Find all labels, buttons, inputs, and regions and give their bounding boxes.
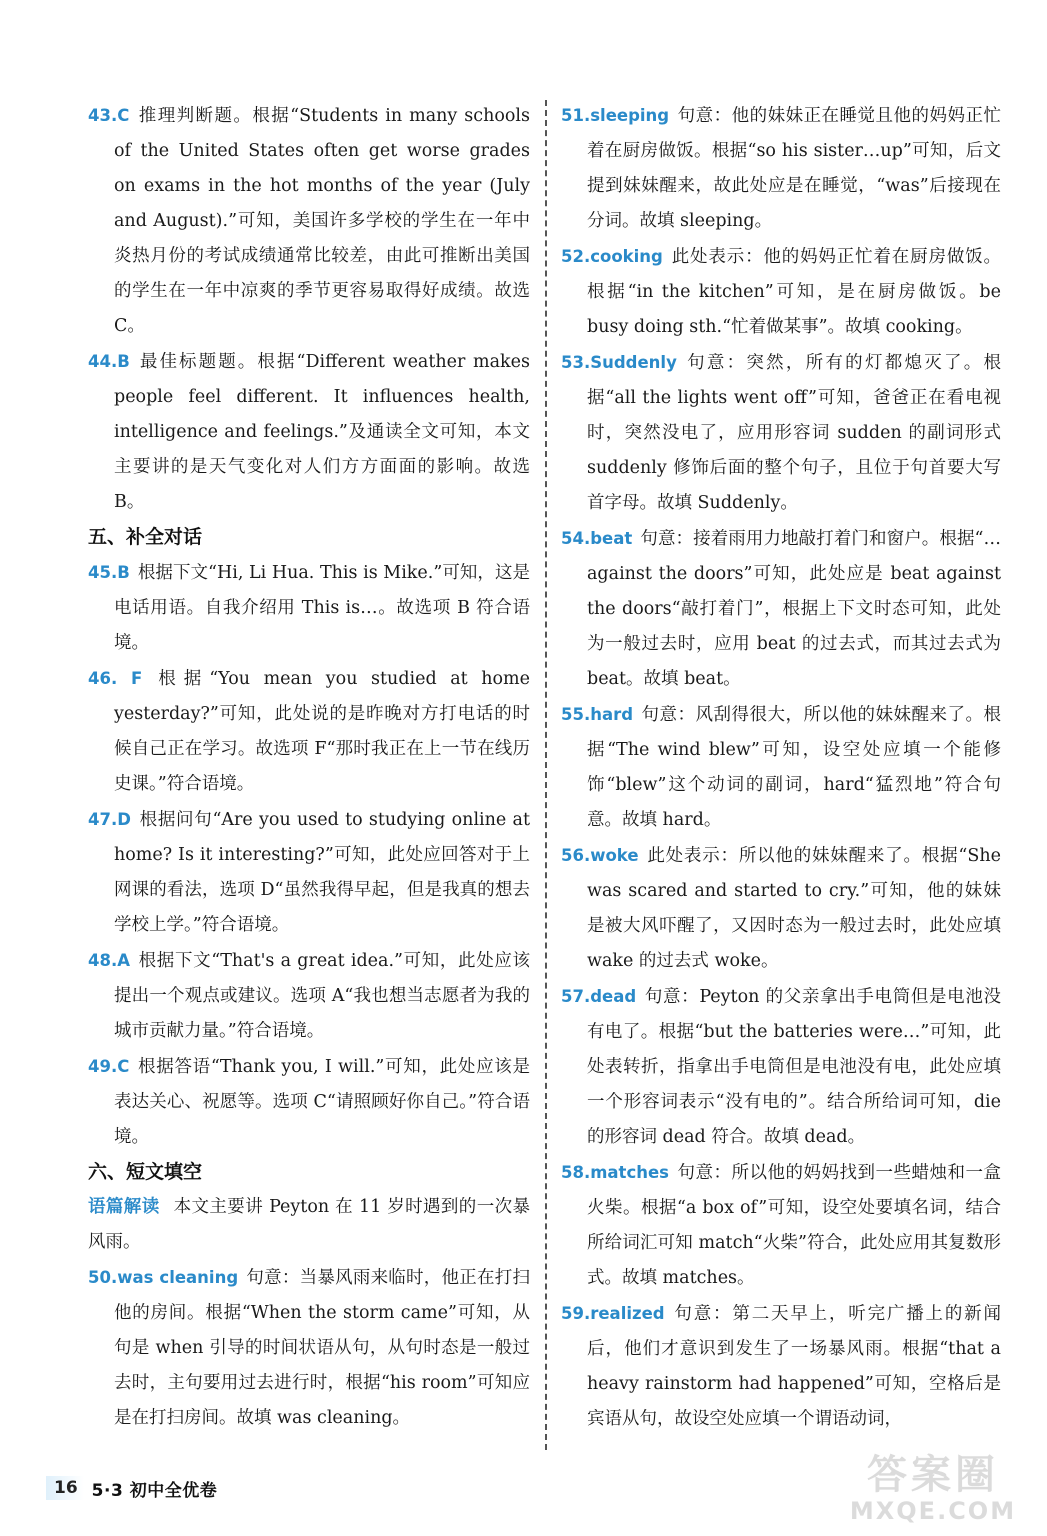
answer-item (561, 1296, 1001, 1437)
answer-item (561, 838, 1001, 979)
section-heading: 六、短文填空 (88, 1161, 203, 1183)
answer-number: 47.D (88, 810, 131, 829)
answer-item (88, 98, 530, 344)
answer-explanation: 此处表示：他的妈妈正忙着在厨房做饭。根据“in the kitchen”可知，是在厨房做饭。be busy doing sth.“忙着做某事”。故填 cooking。 (587, 247, 1001, 337)
answer-explanation: 句意：第二天早上，听完广播上的新闻后，他们才意识到发生了一场暴风雨。根据“that a heavy rainstorm had happened”可知，空格后是宾语从句，故设空处应填一个谓语动词， (587, 1304, 1001, 1429)
answer-explanation: 根据“You mean you studied at home yesterday?”可知，此处说的是昨晚对方打电话的时候自己正在学习。故选项 F“那时我正在上一节在线历史课。”符合语境。 (114, 669, 531, 794)
answer-item (561, 979, 1001, 1155)
answer-explanation: 句意：风刮得很大，所以他的妹妹醒来了。根据“The wind blew”可知，设空处应填一个能修饰“blew”这个动词的副词，hard“猛烈地”符合句意。故填 hard。 (587, 705, 1001, 830)
answer-item (561, 697, 1001, 838)
answer-item (561, 345, 1001, 521)
book-brand: 5·3 初中全优卷 (91, 1480, 218, 1501)
answer-number: 51.sleeping (561, 106, 670, 125)
column-divider (545, 100, 547, 1450)
answer-number: 57.dead (561, 987, 637, 1006)
answer-explanation: 句意：突然，所有的灯都熄灭了。根据“all the lights went off”可知，爸爸正在看电视时，突然没电了，应用形容词 sudden 的副词形式 suddenly 修饰后面的整个句子，且位于句首要大写首字母。故填 Suddenly。 (587, 353, 1001, 513)
right-column (561, 98, 1001, 1437)
answer-explanation: 根据下文“Hi, Li Hua. This is Mike.”可知，这是电话用语。自我介绍用 This is…。故选项 B 符合语境。 (114, 563, 530, 653)
answer-number: 45.B (88, 563, 130, 582)
left-column (88, 98, 530, 1436)
answer-number: 49.C (88, 1057, 130, 1076)
page-footer (46, 1470, 236, 1506)
section-heading: 五、补全对话 (88, 526, 203, 548)
page-number: 16 (46, 1476, 84, 1500)
answer-item (561, 521, 1001, 697)
answer-explanation: 句意：他的妹妹正在睡觉且他的妈妈正忙着在厨房做饭。根据“so his sister…up”可知，后文提到妹妹醒来，故此处应是在睡觉，“was”后接现在分词。故填 sleeping。 (587, 106, 1001, 231)
answer-item (88, 943, 530, 1049)
answer-number: 58.matches (561, 1163, 669, 1182)
watermark-logo (833, 1454, 1033, 1530)
answer-number: 52.cooking (561, 247, 663, 266)
answer-item (88, 344, 530, 520)
watermark-url: MXQE.COM (849, 1497, 1017, 1525)
answer-explanation: 句意：Peyton 的父亲拿出手电筒但是电池没有电了。根据“but the batteries were…”可知，此处表转折，指拿出手电筒但是电池没有电，此处应填一个形容词表示“没有电的”。结合所给词可知，die 的形容词 dead 符合。故填 dead。 (587, 987, 1001, 1147)
answer-number: 43.C (88, 106, 130, 125)
answer-explanation: 句意：当暴风雨来临时，他正在打扫他的房间。根据“When the storm came”可知，从句是 when 引导的时间状语从句，从句时态是一般过去时，主句要用过去进行时，根据“his room”可知应是在打扫房间。故填 was cleaning。 (114, 1268, 530, 1428)
passage-analysis (88, 1190, 530, 1260)
answer-explanation: 根据答语“Thank you, I will.”可知，此处应该是表达关心、祝愿等。选项 C“请照顾好你自己。”符合语境。 (114, 1057, 530, 1147)
answer-item (88, 661, 530, 802)
answer-number: 50.was cleaning (88, 1268, 239, 1287)
answer-explanation: 最佳标题题。根据“Different weather makes people feel different. It influences health, intelligence and feelings.”及通读全文可知，本文主要讲的是天气变化对人们方方面面的影响。故选 B。 (114, 352, 530, 512)
answer-number: 53.Suddenly (561, 353, 677, 372)
answer-number: 55.hard (561, 705, 634, 724)
answer-explanation: 推理判断题。根据“Students in many schools of the United States often get worse grades on exams in the hot months of the year (July and August).”可知，美国许多学校的学生在一年中炎热月份的考试成绩通常比较差，由此可推断出美国的学生在一年中凉爽的季节更容易取得好成绩。故选 C。 (114, 106, 530, 336)
watermark-title: 答案圈 (867, 1452, 999, 1498)
answer-item (561, 98, 1001, 239)
answer-number: 46. F (88, 669, 143, 688)
answer-number: 56.woke (561, 846, 639, 865)
answer-explanation: 根据问句“Are you used to studying online at home? Is it interesting?”可知，此处应回答对于上网课的看法，选项 D“虽然我得早起，但是我真的想去学校上学。”符合语境。 (114, 810, 530, 935)
analysis-text: 本文主要讲 Peyton 在 11 岁时遇到的一次暴风雨。 (88, 1197, 531, 1252)
answer-item (88, 555, 530, 661)
answer-explanation: 此处表示：所以他的妹妹醒来了。根据“She was scared and started to cry.”可知，他的妹妹是被大风吓醒了，又因时态为一般过去时，此处应填 wake 的过去式 woke。 (587, 846, 1001, 971)
answer-explanation: 句意：接着雨用力地敲打着门和窗户。根据“… against the doors”可知，此处应是 beat against the doors“敲打着门”，根据上下文时态可知，此处为一般过去时，应用 beat 的过去式，而其过去式为 beat。故填 beat。 (587, 529, 1001, 689)
answer-item (561, 1155, 1001, 1296)
answer-item (88, 802, 530, 943)
answer-number: 54.beat (561, 529, 633, 548)
answer-number: 59.realized (561, 1304, 665, 1323)
answer-item (561, 239, 1001, 345)
answer-explanation: 句意：所以他的妈妈找到一些蜡烛和一盒火柴。根据“a box of”可知，设空处要填名词，结合所给词汇可知 match“火柴”符合，此处应用其复数形式。故填 matches。 (587, 1163, 1001, 1288)
answer-item (88, 1260, 530, 1436)
answer-number: 44.B (88, 352, 130, 371)
answer-explanation: 根据下文“That's a great idea.”可知，此处应该提出一个观点或建议。选项 A“我也想当志愿者为我的城市贡献力量。”符合语境。 (114, 951, 530, 1041)
answer-item (88, 1049, 530, 1155)
analysis-tag: 语篇解读 (88, 1197, 160, 1217)
answer-number: 48.A (88, 951, 130, 970)
